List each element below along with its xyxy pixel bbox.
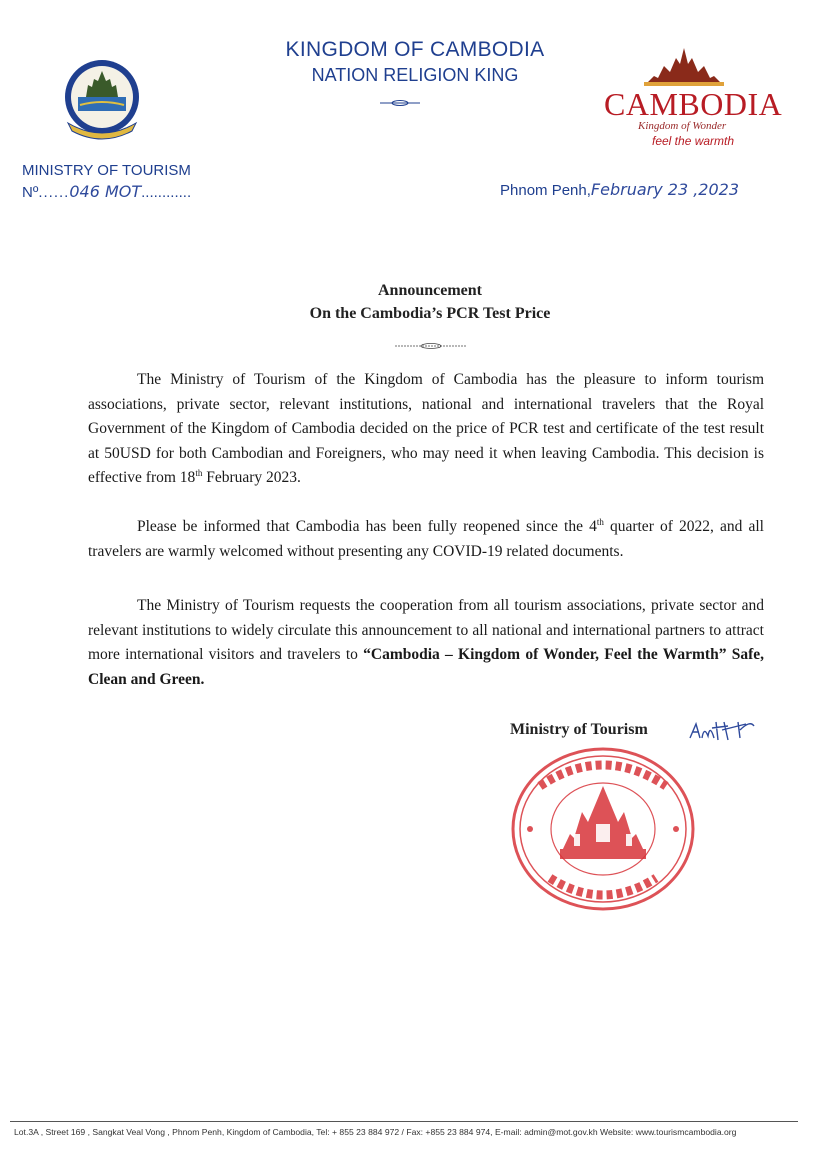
ref-dots: ............ (141, 184, 192, 201)
divider-ornament (395, 343, 467, 349)
brand-name: CAMBODIA (604, 86, 783, 122)
reference-number: Nº......046 MOT............ (22, 182, 192, 201)
kingdom-heading: KINGDOM OF CAMBODIA (285, 38, 545, 61)
place-date (500, 180, 739, 199)
signatory-name: Ministry of Tourism (510, 721, 648, 738)
brand-slogan: feel the warmth (652, 134, 735, 148)
cambodia-brand-logo (604, 46, 783, 154)
document-subtitle: On the Cambodia’s PCR Test Price (309, 305, 551, 322)
paragraph-3: The Ministry of Tourism requests the cooperation from all tourism associations, private sector and relevant institutions to widely circulate this announcement to all national and international partners to attract more international visitors and travelers to “Cambodia – Kingdom of Wonder, Feel the Warmth” Safe, Clean and Green. (88, 597, 764, 688)
footer-address: Lot.3A , Street 169 , Sangkat Veal Vong , Phnom Penh, Kingdom of Cambodia, Tel: + 855 23 884 972 / Fax: +855 23 884 974, E-mail: admin@mot.gov.kh Website: www.tourismcambodia.org (14, 1127, 737, 1137)
place: Phnom Penh, (500, 182, 591, 199)
brand-tagline: Kingdom of Wonder (638, 120, 727, 132)
ref-prefix: Nº (22, 184, 39, 201)
ministry-seal-logo (58, 57, 146, 145)
handwritten-signature (688, 718, 758, 744)
ministry-name: MINISTRY OF TOURISM (22, 162, 191, 179)
date-handwritten: February 23 ,2023 (590, 180, 740, 199)
official-stamp (510, 746, 696, 912)
paragraph-1: The Ministry of Tourism of the Kingdom of Cambodia has the pleasure to inform tourism associations, private sector, relevant institutions, national and international travelers that the Royal Government of the Kingdom of Cambodia decided on the price of PCR test and certificate of the test result at 50USD for both Cambodian and Foreigners, who may need it when leaving Cambodia. This decision is effective from 18th February 2023. (88, 371, 764, 486)
document-title: Announcement (377, 282, 482, 299)
paragraph-2: Please be informed that Cambodia has been fully reopened since the 4th quarter of 2022, and all travelers are warmly welcomed without presenting any COVID-19 related documents. (88, 516, 764, 560)
ref-number-handwritten: 046 MOT (69, 182, 142, 201)
divider-ornament (380, 100, 420, 106)
motto-heading: NATION RELIGION KING (311, 65, 519, 85)
footer-divider (10, 1121, 798, 1122)
angkor-temple-icon (644, 46, 724, 86)
